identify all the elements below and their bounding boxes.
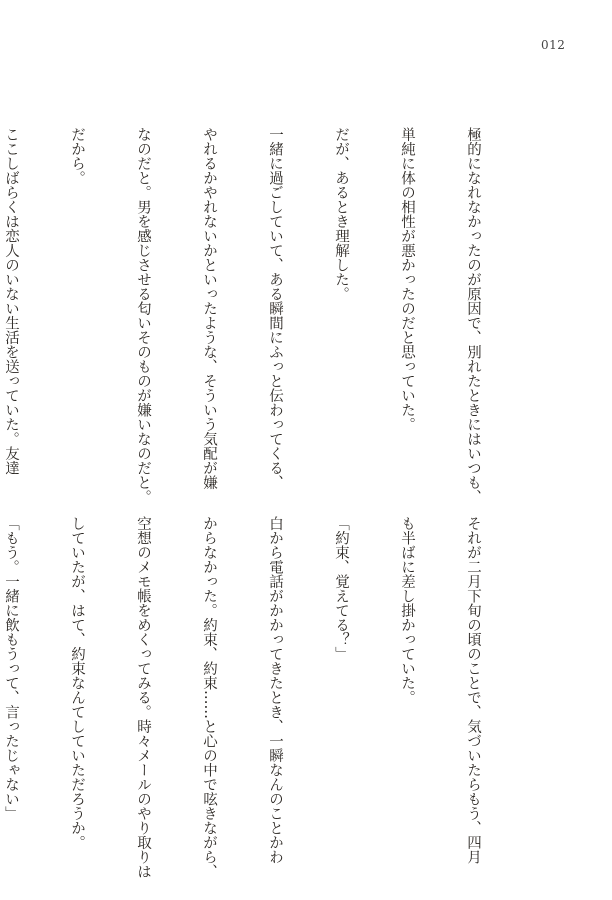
text-line: ここしばらくは恋人のいない生活を送っていた。友達	[3, 127, 19, 475]
lower-text-block	[0, 516, 528, 879]
text-line: 極的になれなかったのが原因で、別れたときにはいつも、	[465, 127, 481, 504]
text-line: 「もう。一緒に飲もうって、言ったじゃない」	[3, 516, 19, 821]
text-line: 白から電話がかかってきたとき、一瞬なんのことかわ	[267, 516, 283, 864]
page-number: 012	[541, 38, 566, 52]
text-line: していたが、はて、約束なんてしていただろうか。	[69, 516, 85, 850]
text-line: からなかった。約束、約束……と心の中で呟きながら、	[201, 516, 217, 879]
text-line: だから。	[69, 127, 85, 185]
upper-text-block	[0, 127, 528, 504]
text-line: 一緒に過ごしていて、ある瞬間にふっと伝わってくる、	[267, 127, 283, 490]
text-line: なのだと。男を感じさせる匂いそのものが嫌いなのだと。	[135, 127, 151, 504]
text-line: も半ばに差し掛かっていた。	[399, 516, 415, 705]
text-line: やれるかやれないかといったような、そういう気配が嫌	[201, 127, 217, 490]
text-line: それが二月下旬の頃のことで、気づいたらもう、四月	[465, 516, 481, 864]
text-line: だが、あるとき理解した。	[333, 127, 349, 301]
text-line: 空想のメモ帳をめくってみる。時々メールのやり取りは	[135, 516, 151, 879]
text-line: 単純に体の相性が悪かったのだと思っていた。	[399, 127, 415, 432]
text-line: 「約束、覚えてる？」	[333, 516, 349, 661]
